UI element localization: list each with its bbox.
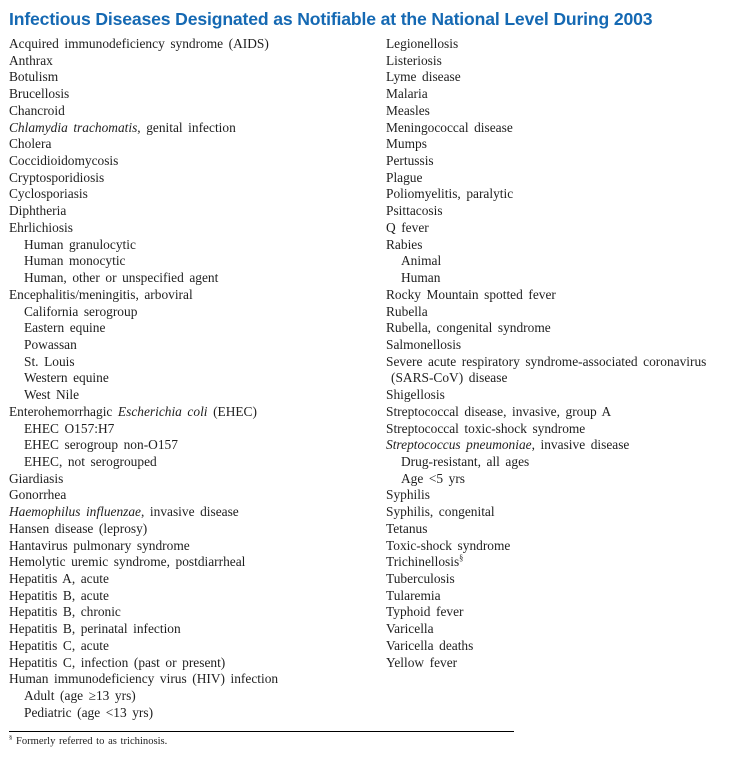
disease-item: Rabies — [386, 236, 423, 252]
disease-item: Legionellosis — [386, 36, 459, 51]
disease-item: Brucellosis — [9, 86, 70, 102]
disease-item: Animal — [401, 253, 442, 269]
disease-item: Human immunodeficiency virus (HIV) infection — [9, 671, 279, 687]
disease-item: Human — [401, 270, 441, 286]
disease-item: Human monocytic — [24, 253, 126, 269]
disease-item: Chlamydia trachomatis, genital infection — [9, 119, 236, 135]
disease-item: Giardiasis — [9, 470, 64, 486]
disease-item: Coccidioidomycosis — [9, 153, 119, 169]
disease-item: Rubella, congenital syndrome — [386, 320, 551, 336]
disease-item: EHEC serogroup non-O157 — [24, 437, 178, 453]
disease-item: Rubella — [386, 303, 428, 319]
disease-item: Mumps — [386, 136, 427, 152]
disease-item: Varicella — [386, 621, 434, 637]
disease-item: Tetanus — [386, 520, 428, 536]
disease-item: Enterohemorrhagic Escherichia coli (EHEC) — [9, 403, 257, 419]
disease-item: Diphtheria — [9, 203, 67, 219]
disease-item: West Nile — [24, 387, 80, 403]
disease-item: Haemophilus influenzae, invasive disease — [9, 504, 239, 520]
disease-item: Human granulocytic — [24, 236, 136, 252]
disease-item: Rocky Mountain spotted fever — [386, 286, 556, 302]
disease-item: Listeriosis — [386, 52, 442, 68]
disease-item: Severe acute respiratory syndrome-associated coronavirus — [386, 353, 707, 369]
disease-item: Yellow fever — [386, 654, 458, 670]
disease-item: Salmonellosis — [386, 336, 462, 352]
disease-item: Western equine — [24, 370, 109, 386]
disease-item: St. Louis — [24, 353, 75, 369]
disease-item: Ehrlichiosis — [9, 219, 73, 235]
disease-item: Chancroid — [9, 102, 65, 118]
disease-list-right — [386, 36, 740, 721]
disease-item: Varicella deaths — [386, 637, 474, 653]
disease-item: Pediatric (age <13 yrs) — [24, 704, 154, 720]
disease-item: Hepatitis B, acute — [9, 587, 109, 603]
disease-item: Lyme disease — [386, 69, 461, 85]
disease-item: California serogroup — [24, 303, 138, 319]
disease-item: Human, other or unspecified agent — [24, 270, 219, 286]
footnote-marker: § — [9, 734, 13, 742]
footnote-text: Formerly referred to as trichinosis. — [15, 736, 168, 748]
disease-item: Cryptosporidiosis — [9, 169, 105, 185]
disease-item: Encephalitis/meningitis, arboviral — [9, 286, 193, 302]
disease-item: Hansen disease (leprosy) — [9, 520, 148, 536]
disease-item: Age <5 yrs — [401, 470, 466, 486]
disease-item: Hepatitis B, perinatal infection — [9, 621, 181, 637]
disease-item: EHEC, not serogrouped — [24, 453, 157, 469]
disease-columns — [9, 36, 734, 721]
organism-name: Chlamydia trachomatis — [9, 119, 138, 135]
disease-item: Syphilis — [386, 487, 430, 503]
footnote — [9, 735, 734, 748]
disease-item: Hepatitis C, acute — [9, 637, 109, 653]
disease-item: Tularemia — [386, 587, 441, 603]
disease-item: Drug-resistant, all ages — [401, 453, 530, 469]
disease-item: Streptococcus pneumoniae, invasive disease — [386, 437, 630, 453]
disease-item: Toxic-shock syndrome — [386, 537, 511, 553]
disease-item: (SARS-CoV) disease — [391, 370, 508, 386]
disease-item: Eastern equine — [24, 320, 106, 336]
disease-item: Poliomyelitis, paralytic — [386, 186, 514, 202]
disease-item: Streptococcal disease, invasive, group A — [386, 403, 612, 419]
disease-item: Botulism — [9, 69, 59, 85]
disease-item: Hemolytic uremic syndrome, postdiarrheal — [9, 554, 246, 570]
disease-item: Meningococcal disease — [386, 119, 513, 135]
disease-item: Trichinellosis§ — [386, 553, 464, 570]
disease-item: Tuberculosis — [386, 571, 455, 586]
disease-item: Cyclosporiasis — [9, 186, 88, 202]
organism-name: Streptococcus pneumoniae — [386, 437, 532, 453]
disease-item: Hepatitis B, chronic — [9, 604, 121, 620]
footnote-reference-marker: § — [459, 553, 464, 563]
disease-item: Plague — [386, 169, 423, 185]
disease-item: Measles — [386, 102, 430, 118]
disease-item: Anthrax — [9, 52, 53, 68]
organism-name: Haemophilus influenzae — [9, 504, 142, 520]
disease-item: Acquired immunodeficiency syndrome (AIDS) — [9, 36, 269, 51]
disease-item: Hantavirus pulmonary syndrome — [9, 537, 190, 553]
disease-item: Syphilis, congenital — [386, 504, 495, 520]
disease-item: Hepatitis C, infection (past or present) — [9, 654, 226, 670]
disease-item: Hepatitis A, acute — [9, 571, 109, 586]
disease-item: Gonorrhea — [9, 487, 67, 503]
disease-item: Pertussis — [386, 153, 434, 169]
disease-item: Typhoid fever — [386, 604, 464, 620]
organism-name: Escherichia coli — [117, 403, 208, 419]
disease-item: Malaria — [386, 86, 428, 102]
disease-list-left — [9, 36, 386, 721]
disease-item: Q fever — [386, 219, 429, 235]
disease-item: Adult (age ≥13 yrs) — [24, 688, 136, 704]
disease-item: Powassan — [24, 336, 77, 352]
disease-item: Streptococcal toxic-shock syndrome — [386, 420, 586, 436]
disease-item: Cholera — [9, 136, 52, 152]
page-title: Infectious Diseases Designated as Notifiable at the National Level During 2003 — [9, 9, 653, 29]
disease-item: Shigellosis — [386, 387, 445, 403]
footnote-divider — [9, 731, 514, 732]
disease-item: EHEC O157:H7 — [24, 420, 115, 436]
disease-item: Psittacosis — [386, 203, 443, 219]
